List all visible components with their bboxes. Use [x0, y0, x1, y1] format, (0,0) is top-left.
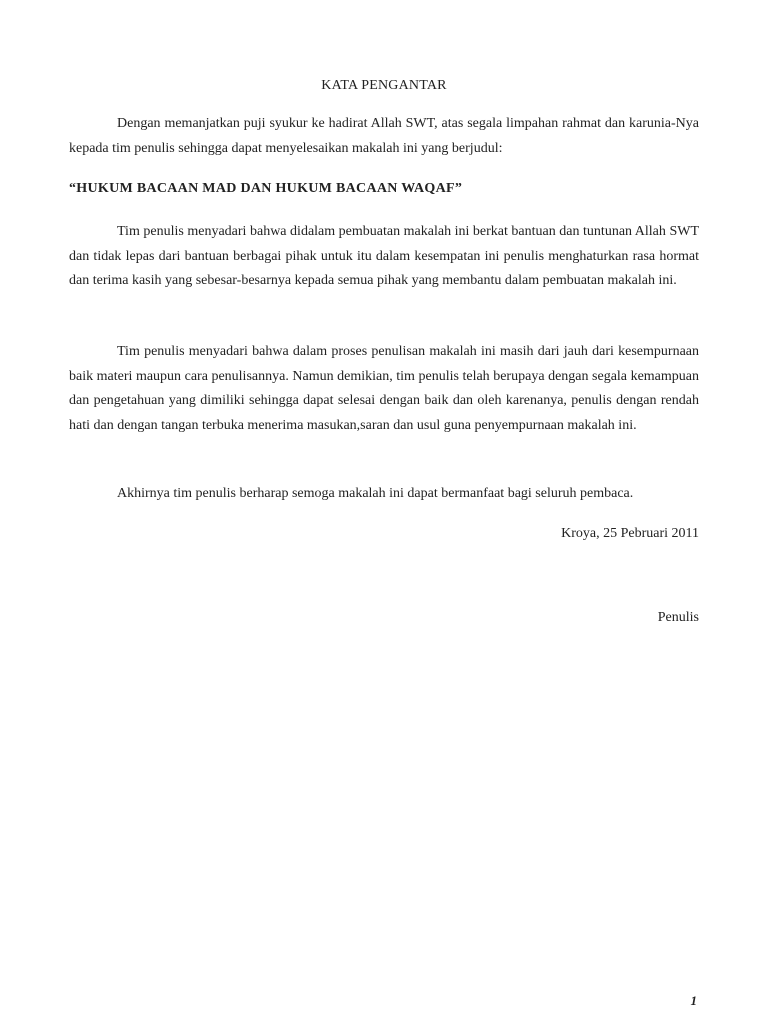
paragraph-limitations: Tim penulis menyadari bahwa dalam proses penulisan makalah ini masih dari jauh dari kesempurnaan baik materi maupun cara penulisannya. Namun demikian, tim penulis telah berupaya dengan segala kemampuan dan pengetahuan yang dimiliki sehingga dapat selesai dengan baik dan oleh karenanya, penulis dengan rendah hati dan dengan tangan terbuka menerima masukan,saran dan usul guna penyempurnaan makalah ini.	[69, 344, 699, 433]
page-title: KATA PENGANTAR	[321, 78, 447, 93]
paragraph-opening: Dengan memanjatkan puji syukur ke hadirat Allah SWT, atas segala limpahan rahmat dan karunia-Nya kepada tim penulis sehingga dapat menyelesaikan makalah ini yang berjudul:	[69, 116, 699, 156]
page-number: 1	[690, 993, 697, 1008]
author-signature: Penulis	[657, 610, 699, 625]
place-and-date: Kroya, 25 Pebruari 2011	[561, 526, 699, 541]
paragraph-acknowledgement: Tim penulis menyadari bahwa didalam pembuatan makalah ini berkat bantuan dan tuntunan Allah SWT dan tidak lepas dari bantuan berbagai pihak untuk itu dalam kesempatan ini penulis menghaturkan rasa hormat dan terima kasih yang sebesar-besarnya kepada semua pihak yang membantu dalam pembuatan makalah ini.	[69, 224, 699, 288]
paragraph-closing: Akhirnya tim penulis berharap semoga makalah ini dapat bermanfaat bagi seluruh pembaca.	[117, 486, 634, 501]
paper-title: “HUKUM BACAAN MAD DAN HUKUM BACAAN WAQAF”	[69, 181, 463, 196]
